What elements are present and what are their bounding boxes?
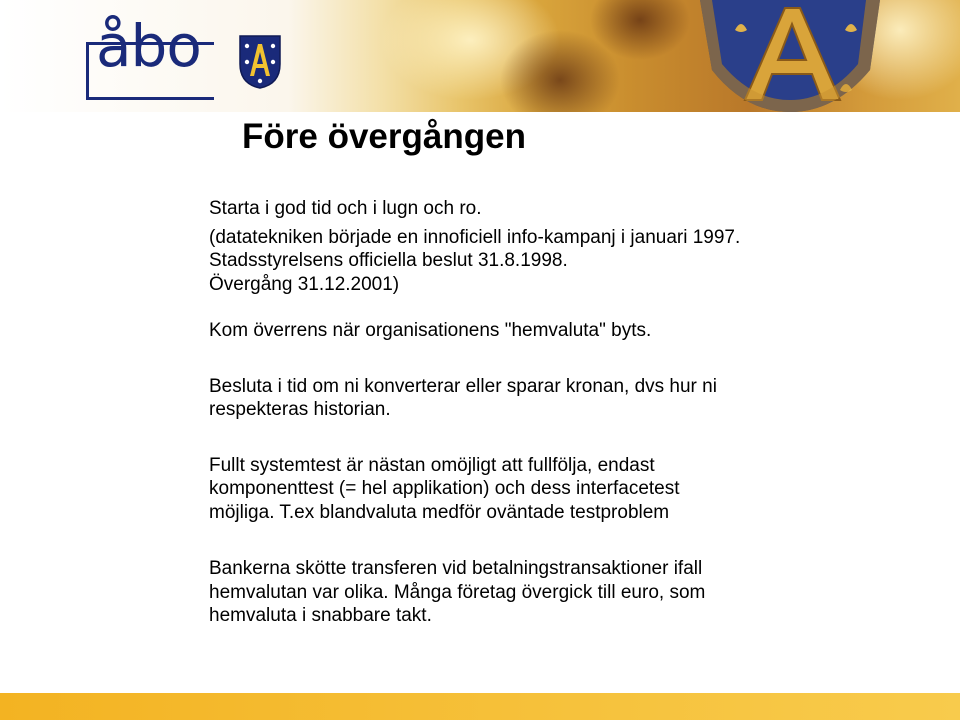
text-line: Besluta i tid om ni konverterar eller sparar kronan, dvs hur ni (209, 375, 717, 397)
coat-of-arms-icon (238, 34, 282, 90)
text-line: Övergång 31.12.2001) (209, 273, 400, 295)
header-banner (0, 0, 960, 112)
text-line: Starta i god tid och i lugn och ro. (209, 198, 482, 219)
text-line: (datatekniken började en innoficiell info-kampanj i januari 1997. (209, 226, 741, 248)
text-line: möjliga. T.ex blandvaluta medför oväntade testproblem (209, 501, 670, 523)
text-line: Bankerna skötte transferen vid betalningstransaktioner ifall (209, 558, 703, 579)
paragraph-timeline (209, 226, 909, 297)
paragraph-start-early (209, 197, 909, 221)
paragraph-home-currency (209, 319, 909, 343)
text-line: Kom överrens när organisationens "hemvaluta" byts. (209, 320, 652, 341)
logo-text: åbo (96, 12, 201, 80)
paragraph-system-test (209, 454, 909, 525)
paragraph-banks (209, 557, 909, 628)
slide-body (209, 197, 909, 628)
text-line: komponenttest (= hel applikation) och dess interfacetest (209, 478, 680, 499)
text-line: respekteras historian. (209, 399, 391, 420)
footer-bar (0, 693, 960, 720)
paragraph-convert-history (209, 375, 909, 422)
slide-title: Före övergången (242, 117, 526, 156)
text-line: Stadsstyrelsens officiella beslut 31.8.1998. (209, 250, 568, 271)
text-line: hemvaluta i snabbare takt. (209, 605, 432, 626)
text-line: hemvalutan var olika. Många företag övergick till euro, som (209, 581, 706, 603)
text-line: Fullt systemtest är nästan omöjligt att fullfölja, endast (209, 454, 655, 476)
abo-logo[interactable] (86, 12, 286, 90)
